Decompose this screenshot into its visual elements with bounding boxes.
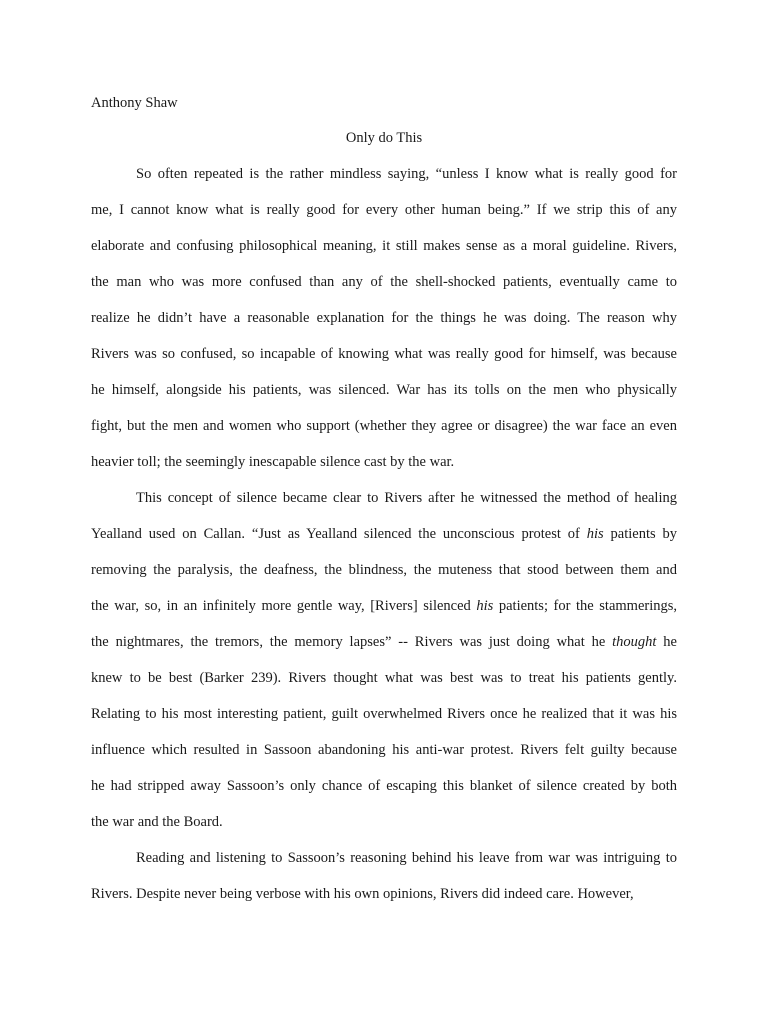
body-line [91,884,677,904]
italic-text: thought [612,634,657,650]
line-text: Reading and listening to Sassoon’s reasoning behind his leave from war was intriguing to [136,850,677,866]
body-line [136,848,677,868]
body-line [91,200,677,220]
line-text: influence which resulted in Sassoon abandoning his anti-war protest. Rivers felt guilty because [91,742,677,758]
line-text: removing the paralysis, the deafness, the blindness, the muteness that stood between them and [91,562,677,578]
body-line [91,236,677,256]
line-text: the war, so, in an infinitely more gentle way, [Rivers] silenced [91,598,477,614]
line-text: patients; for the stammerings, [493,598,678,614]
italic-text: his [476,598,494,614]
line-text: he himself, alongside his patients, was silenced. War has its tolls on the men who physically [91,382,677,398]
essay-title: Only do This [345,130,423,146]
line-text: he [656,634,677,650]
line-text: Rivers was so confused, so incapable of knowing what was really good for himself, was because [91,346,677,362]
body-line [91,452,677,472]
body-line [91,632,677,652]
line-text: Relating to his most interesting patient, guilt overwhelmed Rivers once he realized that it was his [91,706,677,722]
body-line [136,164,677,184]
body-line [91,524,677,544]
body-line [91,668,677,688]
line-text: heavier toll; the seemingly inescapable silence cast by the war. [91,454,455,470]
line-text: he had stripped away Sassoon’s only chance of escaping this blanket of silence created by both [91,778,677,794]
body-line [91,776,677,796]
body-line [91,416,677,436]
body-line [91,704,677,724]
line-text: fight, but the men and women who support (whether they agree or disagree) the war face an even [91,418,677,434]
body-line [91,308,677,328]
body-line [91,596,677,616]
line-text: This concept of silence became clear to Rivers after he witnessed the method of healing [136,490,677,506]
line-text: knew to be best (Barker 239). Rivers thought what was best was to treat his patients gently. [91,670,677,686]
line-text: the nightmares, the tremors, the memory lapses” -- Rivers was just doing what he [91,634,613,650]
italic-text: his [586,526,604,542]
author-name: Anthony Shaw [91,95,178,111]
body-line [91,344,677,364]
line-text: Yealland used on Callan. “Just as Yealland silenced the unconscious protest of [91,526,587,542]
line-text: elaborate and confusing philosophical meaning, it still makes sense as a moral guideline. Rivers, [91,238,677,254]
line-text: me, I cannot know what is really good for every other human being.” If we strip this of any [91,202,677,218]
line-text: the war and the Board. [91,814,223,830]
body-line [136,488,677,508]
line-text: realize he didn’t have a reasonable explanation for the things he was doing. The reason why [91,310,677,326]
line-text: the man who was more confused than any of the shell-shocked patients, eventually came to [91,274,677,290]
body-line [91,272,677,292]
line-text: patients by [603,526,677,542]
body-line [91,812,677,832]
body-line [91,380,677,400]
body-line [91,740,677,760]
line-text: Rivers. Despite never being verbose with his own opinions, Rivers did indeed care. However, [91,886,634,902]
body-line [91,560,677,580]
line-text: So often repeated is the rather mindless saying, “unless I know what is really good for [136,166,677,182]
